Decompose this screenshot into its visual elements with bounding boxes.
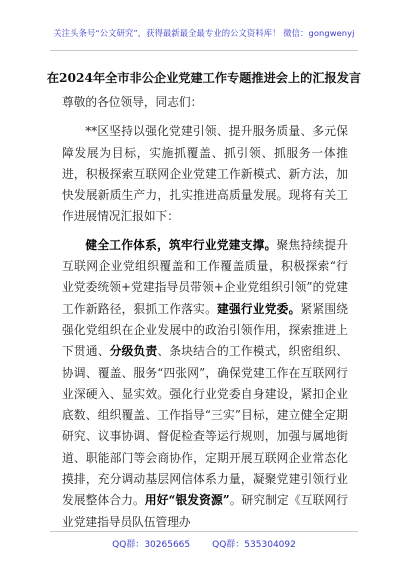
- section-1-text-a: 聚焦持续提升互联网企业党组织覆盖和工作覆盖质量，积极探索“行业党委统领+党建指导员带领+企业党组织引领”的党建工作新路径，狠抓工作落实。: [62, 237, 348, 316]
- footer-qq-group-2: QQ群：535304092: [212, 540, 296, 550]
- document-body: [62, 92, 348, 533]
- section-1-heading: 健全工作体系，筑牢行业党建支撑。: [85, 237, 277, 252]
- section-1-text-d: 。研究制定《互联网行业党建指导员队伍管理办: [62, 493, 348, 529]
- section-1-text-b: 紧紧围绕强化党组织在企业发展中的政治引领作用，探索推进上下贯通、: [62, 301, 348, 359]
- section-1-subheading-party-committee: 建强行业党委。: [217, 301, 301, 316]
- footer: [0, 537, 408, 550]
- section-1-paragraph: [62, 235, 348, 533]
- footer-divider: [50, 531, 358, 532]
- footer-qq-group-1: QQ群：30265665: [112, 540, 191, 550]
- salutation: 尊敬的各位领导，同志们：: [62, 95, 203, 109]
- section-1-subheading-silver-resources: 用好“银发资源”: [144, 493, 230, 508]
- intro-paragraph: **区坚持以强化党建引领、提升服务质量、多元保障发展为目标，实施抓覆盖、抓引领、抓服务一体推进，积极探索互联网企业党建工作新模式、新方法，加快发展新质生产力，扎实推进高质量发展。现将有关工作进展情况汇报如下：: [62, 124, 348, 224]
- header-banner: 关注头条号“公文研究”，获得最新最全最专业的公文资料库！ 微信：gongwenyj: [53, 28, 355, 38]
- document-title: 在2024年全市非公企业党建工作专题推进会上的汇报发言: [46, 71, 362, 85]
- section-1-subheading-graded: 分级负责: [109, 344, 158, 359]
- header-divider: [50, 50, 358, 51]
- section-1-text-c: 、条块结合的工作模式，织密组织、协调、覆盖、服务“四张网”，确保党建工作在互联网行业深硬入、显实效。强化行业党委自身建设，紧扣企业底数、组织覆盖、工作指导“三实”目标，建立健全定期研究、议事协调、督促检查等运行规则，加强与属地街道、职能部门等会商协作，定期开展互联网企业常态化摸排，充分调动基层网信体系力量，凝聚党建引领行业发展整体合力。: [62, 344, 348, 508]
